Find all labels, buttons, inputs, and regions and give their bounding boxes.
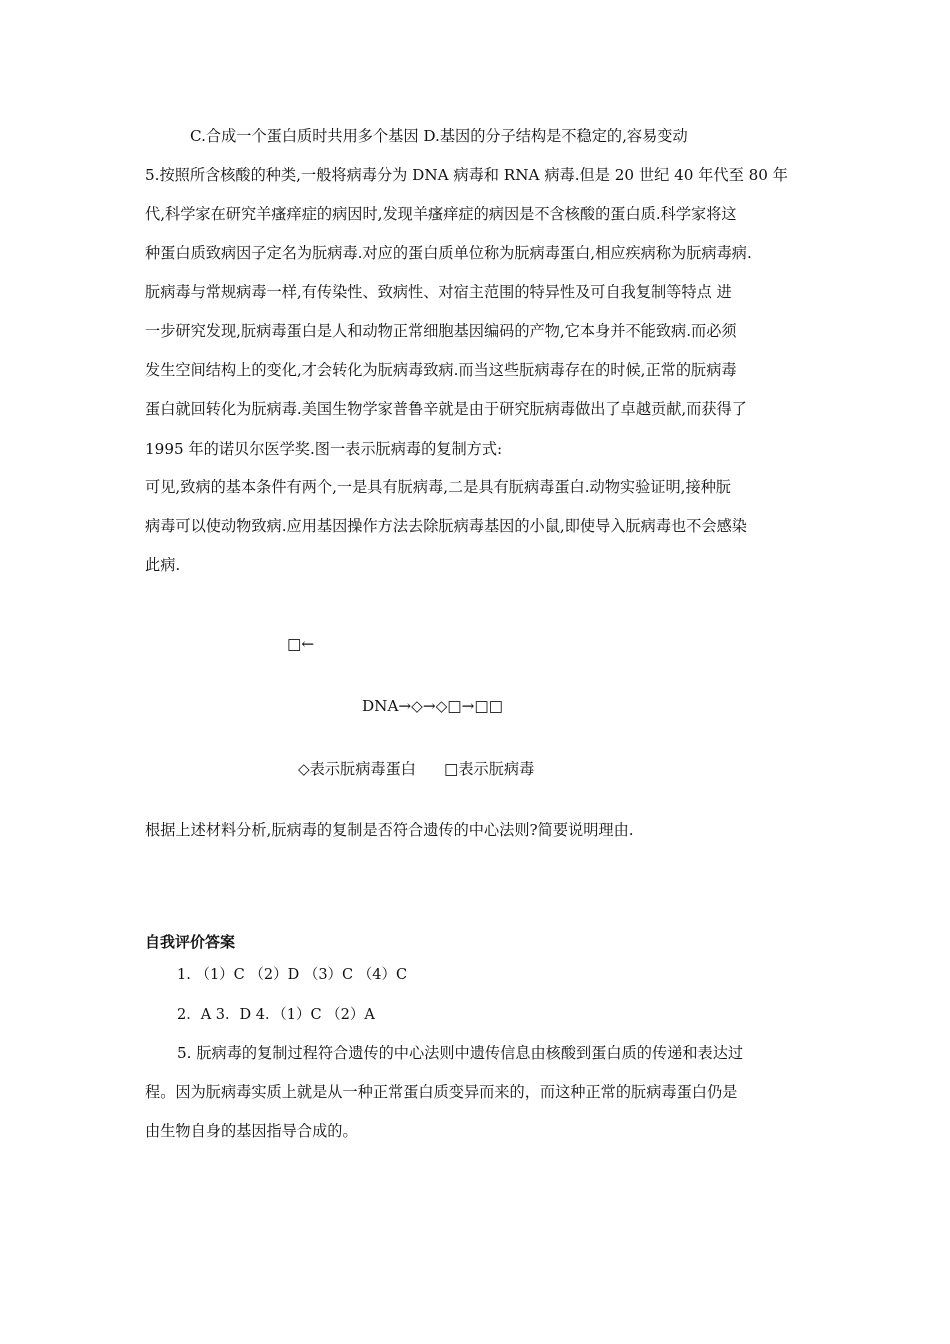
answer-explanation-line: 程。因为朊病毒实质上就是从一种正常蛋白质变异而来的，而这种正常的朊病毒蛋白仍是 <box>145 1083 738 1101</box>
diagram-top-row: □← <box>287 635 315 653</box>
passage-line: 朊病毒与常规病毒一样,有传染性、致病性、对宿主范围的特异性及可自我复制等特点 进 <box>145 283 732 301</box>
diagram-middle-row: DNA→◇→◇□→□□ <box>362 697 504 715</box>
legend-square: □表示朊病毒 <box>444 760 535 778</box>
passage-line: 5.按照所含核酸的种类,一般将病毒分为 DNA 病毒和 RNA 病毒.但是 20 世纪 40 年代至 80 年 <box>145 166 788 184</box>
passage-line: 此病. <box>145 556 181 574</box>
passage-line: 可见,致病的基本条件有两个,一是具有朊病毒,二是具有朊病毒蛋白.动物实验证明,接种朊 <box>145 478 732 496</box>
answer-explanation-line: 由生物自身的基因指导合成的。 <box>145 1122 358 1140</box>
options-line: C.合成一个蛋白质时共用多个基因 D.基因的分子结构是不稳定的,容易变动 <box>190 127 688 145</box>
passage-line: 蛋白就回转化为朊病毒.美国生物学家普鲁辛就是由于研究朊病毒做出了卓越贡献,而获得了 <box>145 400 747 418</box>
answers-line-2: 2．A 3．D 4．（1）C （2）A <box>177 1007 375 1023</box>
question-prompt: 根据上述材料分析,朊病毒的复制是否符合遗传的中心法则?简要说明理由. <box>145 821 634 839</box>
passage-line: 病毒可以使动物致病.应用基因操作方法去除朊病毒基因的小鼠,即使导入朊病毒也不会感染 <box>145 517 747 535</box>
passage-line: 发生空间结构上的变化,才会转化为朊病毒致病.而当这些朊病毒存在的时候,正常的朊病毒 <box>145 361 737 379</box>
answer-explanation-line: 5. 朊病毒的复制过程符合遗传的中心法则中遗传信息由核酸到蛋白质的传递和表达过 <box>177 1044 744 1062</box>
passage-line: 种蛋白质致病因子定名为朊病毒.对应的蛋白质单位称为朊病毒蛋白,相应疾病称为朊病毒病. <box>145 244 752 262</box>
passage-line: 代,科学家在研究羊瘙痒症的病因时,发现羊瘙痒症的病因是不含核酸的蛋白质.科学家将这 <box>145 205 737 223</box>
passage-line: 一步研究发现,朊病毒蛋白是人和动物正常细胞基因编码的产物,它本身并不能致病.而必须 <box>145 322 737 340</box>
diagram-legend <box>298 759 534 779</box>
answers-heading: 自我评价答案 <box>145 933 236 951</box>
passage-line: 1995 年的诺贝尔医学奖.图一表示朊病毒的复制方式: <box>145 440 503 458</box>
legend-diamond: ◇表示朊病毒蛋白 <box>298 760 416 778</box>
answers-line-1: 1. （1）C （2）D （3）C （4）C <box>177 967 408 983</box>
